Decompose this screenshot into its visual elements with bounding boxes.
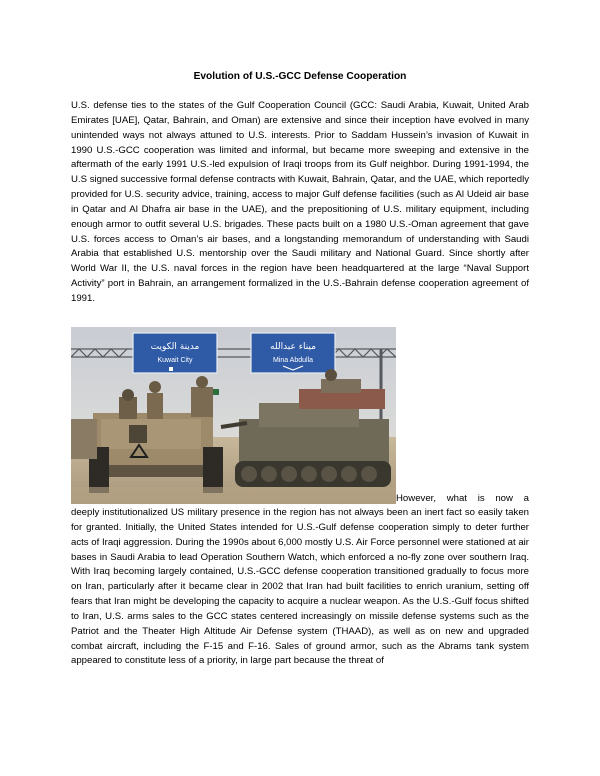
paragraph-2: deeply institutionalized US military presence in the region has not always been an inert fact so easily taken for granted. Initially, the United States intended for U.S.-Gulf defense cooperation simply to deter further acts of Iraqi aggression. During the 1990s about 6,000 mostly U.S. Air Force personnel were stationed at air bases in Saudi Arabia to lead Operation Southern Watch, which enforced a no-fly zone over southern Iraq. With Iraq becoming largely contained, U.S.-GCC defense cooperation transitioned gradually to focus more on Iran, particularly after it became clear in 2002 that Iran had built facilities to enrich uranium, setting off fears that Iran might be developing the capacity to acquire a nuclear weapon. As the U.S.-Gulf focus shifted to Iran, U.S. arms sales to the GCC states centered increasingly on missile defense systems such as the Patriot and the Theater High Altitude Air Defense system (THAAD), as well as on new and upgraded combat aircraft, including the F-15 and F-16. Sales of ground armor, such as the Abrams tank system appeared to constitute less of a priority, in large part because the threat of [71,507,529,667]
photo-military-convoy [71,327,396,504]
paragraph-2-lead: However, what is now a [396,493,529,504]
sign-right-english: Mina Abdulla [272,357,314,364]
dust [71,487,396,504]
sign-mina-abdulla [251,333,335,373]
sign-right-arabic: ميناء عبدالله [270,342,316,352]
sign-left-english: Kuwait City [157,357,193,364]
paragraph-1: U.S. defense ties to the states of the Gulf Cooperation Council (GCC: Saudi Arabia, Kuwait, United Arab Emirates [UAE], Qatar, Bahrain, and Oman) are extensive and since their inception have evolved in many unintended ways not always attuned to U.S. interests. Prior to Saddam Hussein’s invasion of Kuwait in 1990 U.S.-GCC cooperation was limited and informal, but became more sweeping and extensive in the aftermath of the early 1991 U.S.-led expulsion of Iraqi troops from its Gulf neighbor. During 1991-1994, the U.S signed successive formal defense contracts with Kuwait, Bahrain, Qatar, and the UAE, which reportedly provided for U.S. security advice, training, access to major Gulf defense facilities (such as Al Udeid air base in Qatar and Al Dhafra air base in the UAE), and the prepositioning of U.S. military equipment, including enough armor to outfit several U.S. brigades. These pacts built on a 1980 U.S.-Oman agreement that gave U.S. forces access to Oman’s air bases, and a longstanding memorandum of understanding with Saudi Arabia that established U.S. mentorship over the Saudi military and National Guard. Since shortly after World War II, the U.S. naval forces in the region have been headquartered at the large “Naval Support Activity” port in Bahrain, an arrangement formalized in the U.S.-Bahrain defense cooperation agreement of 1991. [71,100,529,304]
document-title: Evolution of U.S.-GCC Defense Cooperation [193,71,407,82]
sign-kuwait-city [133,333,217,373]
sign-left-arabic: مدينة الكويت [150,342,200,352]
